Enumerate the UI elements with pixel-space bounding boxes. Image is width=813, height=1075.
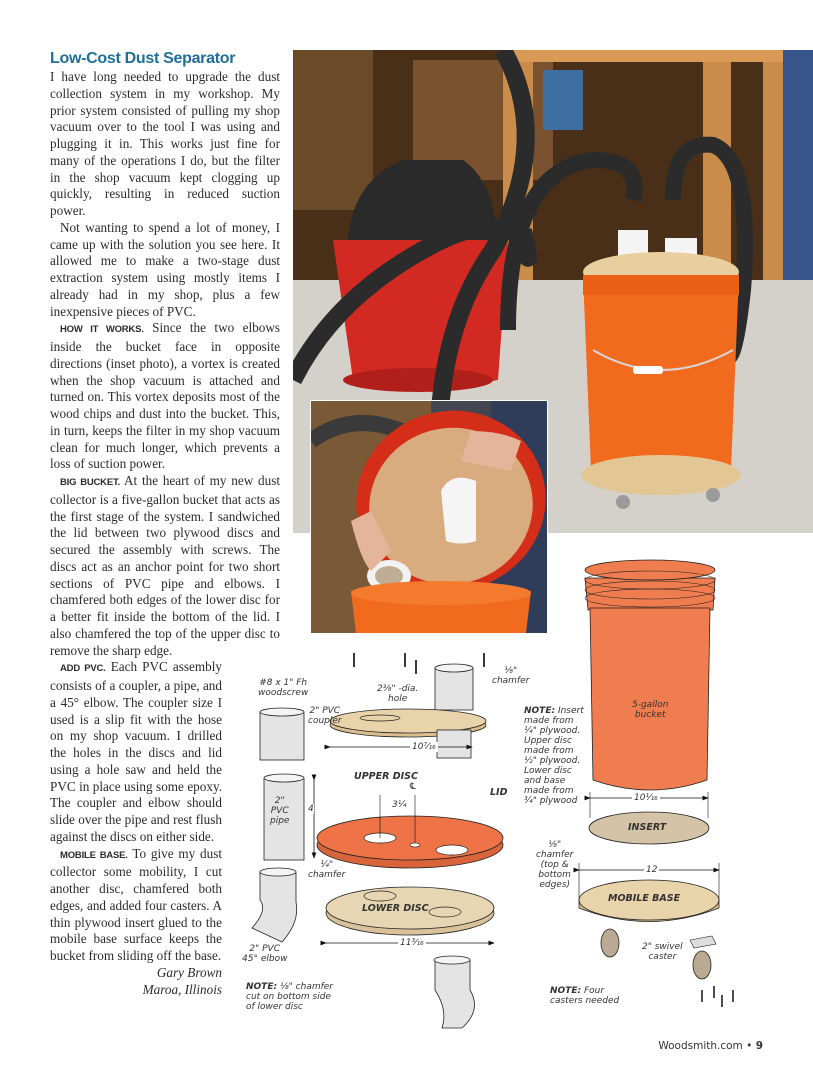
exploded-diagram xyxy=(230,550,813,1030)
paragraph-intro: I have long needed to upgrade the dust collection system in my workshop. My prior system consisted of pulling my shop vacuum over to the tool I was using and plugging it in. This works just fine for many of the operations I do, but the filter in the shop vacuum kept clogging up quickly, resulting in reduced suction power. xyxy=(50,69,280,218)
lead-big-bucket: BIG BUCKET. xyxy=(60,477,120,488)
label-elbow: 2" PVC 45° elbow xyxy=(242,944,288,964)
dim-offset: 3¼ xyxy=(392,800,407,810)
dim-pipe-length: 4 xyxy=(308,804,314,814)
paragraph-big-bucket: BIG BUCKET. At the heart of my new dust collector is a five-gallon bucket that acts as the first stage of the system. I sandwiched the lid between two plywood discs and secured the assembly with screws. The discs act as an anchor point for two short sections of PVC pipe and elbows. I chamfered both edges of the lower disc for a better fit inside the bottom of the lid. I also chamfered the top of the upper disc to remove the sharp edge. xyxy=(50,473,280,658)
article-title: Low-Cost Dust Separator xyxy=(50,50,236,67)
label-mobile-base: MOBILE BASE xyxy=(608,893,681,904)
label-bucket: 5-gallon bucket xyxy=(632,700,669,720)
footer-bullet: • xyxy=(746,1040,753,1052)
page-number: 9 xyxy=(755,1040,763,1052)
paragraph-solution: Not wanting to spend a lot of money, I came up with the solution you see here. It allowed me to make a two-stage dust extraction system using mostly items I already had in my shop, plus a few inexpensive pieces of PVC. xyxy=(50,219,280,319)
bucket-drawing xyxy=(585,560,715,790)
label-pipe: 2" PVC pipe xyxy=(270,796,290,826)
label-lid: LID xyxy=(490,787,508,798)
label-lower-disc: LOWER DISC xyxy=(362,903,429,914)
dim-insert: 10¹⁄₁₆ xyxy=(634,793,658,803)
lead-add-pvc: ADD PVC. xyxy=(60,663,106,675)
note-casters: NOTE: Four casters needed xyxy=(550,986,620,1006)
paragraph-how-it-works: HOW IT WORKS. Since the two elbows inside the bucket face in opposite directions (inset photo), a vortex is created when the shop vacuum is attached and turned on. This vortex deposits most of the wood chips and dust into the bucket. This, in turn, keeps the filter in my shop vacuum clean for much longer, which prevents a loss of suction power. xyxy=(50,320,280,472)
dim-upper-disc: 10⁷⁄₁₆ xyxy=(412,742,436,752)
author-location: Maroa, Illinois xyxy=(142,981,222,997)
footer-site: Woodsmith.com xyxy=(658,1040,743,1052)
paragraph-add-pvc: ADD PVC. Each PVC assembly consists of a coupler, a pipe, and a 45° elbow. The coupler size I used is a slip fit with the hose on my shop vacuum. I drilled the holes in the discs and lid using a hole saw and held the PVC in place using some epoxy. The coupler and elbow should slide over the pipe and rest flush against the discs on either side. xyxy=(50,659,223,844)
paragraph-mobile-base: MOBILE BASE. To give my dust collector some mobility, I cut another disc, chamfered both edges, and added four casters. A thin plywood insert glued to the mobile base surface keeps the bucket from sliding off the base. xyxy=(50,845,222,963)
lead-mobile-base: MOBILE BASE. xyxy=(60,849,128,861)
centerline-symbol: ℄ xyxy=(410,782,416,792)
dim-base: 12 xyxy=(646,865,658,875)
dim-lower-disc: 11³⁄₁₆ xyxy=(400,938,424,948)
author-name: Gary Brown xyxy=(156,964,222,980)
label-chamfer-lower: ¼" chamfer xyxy=(308,860,346,880)
label-coupler: 2" PVC coupler xyxy=(308,706,342,726)
note-plywood: NOTE: Insert made from ¼" plywood. Upper disc made from ½" plywood. Lower disc and base made from ¾" plywood xyxy=(524,706,584,806)
note-lower-disc: NOTE: ⅛" chamfer cut on bottom side of lower disc xyxy=(246,982,334,1012)
label-chamfer-base: ⅛" chamfer (top & bottom edges) xyxy=(536,840,574,890)
label-upper-disc: UPPER DISC xyxy=(354,771,418,782)
label-chamfer-upper: ⅛" chamfer xyxy=(492,666,530,686)
diagram-drawing xyxy=(230,550,813,1030)
label-insert: INSERT xyxy=(628,822,667,833)
label-hole: 2⅜" -dia. hole xyxy=(377,684,419,704)
lead-how-it-works: HOW IT WORKS. xyxy=(60,324,144,336)
page-footer xyxy=(658,1040,763,1052)
label-caster: 2" swivel caster xyxy=(642,942,683,962)
label-woodscrew: #8 x 1" Fh woodscrew xyxy=(258,678,309,698)
